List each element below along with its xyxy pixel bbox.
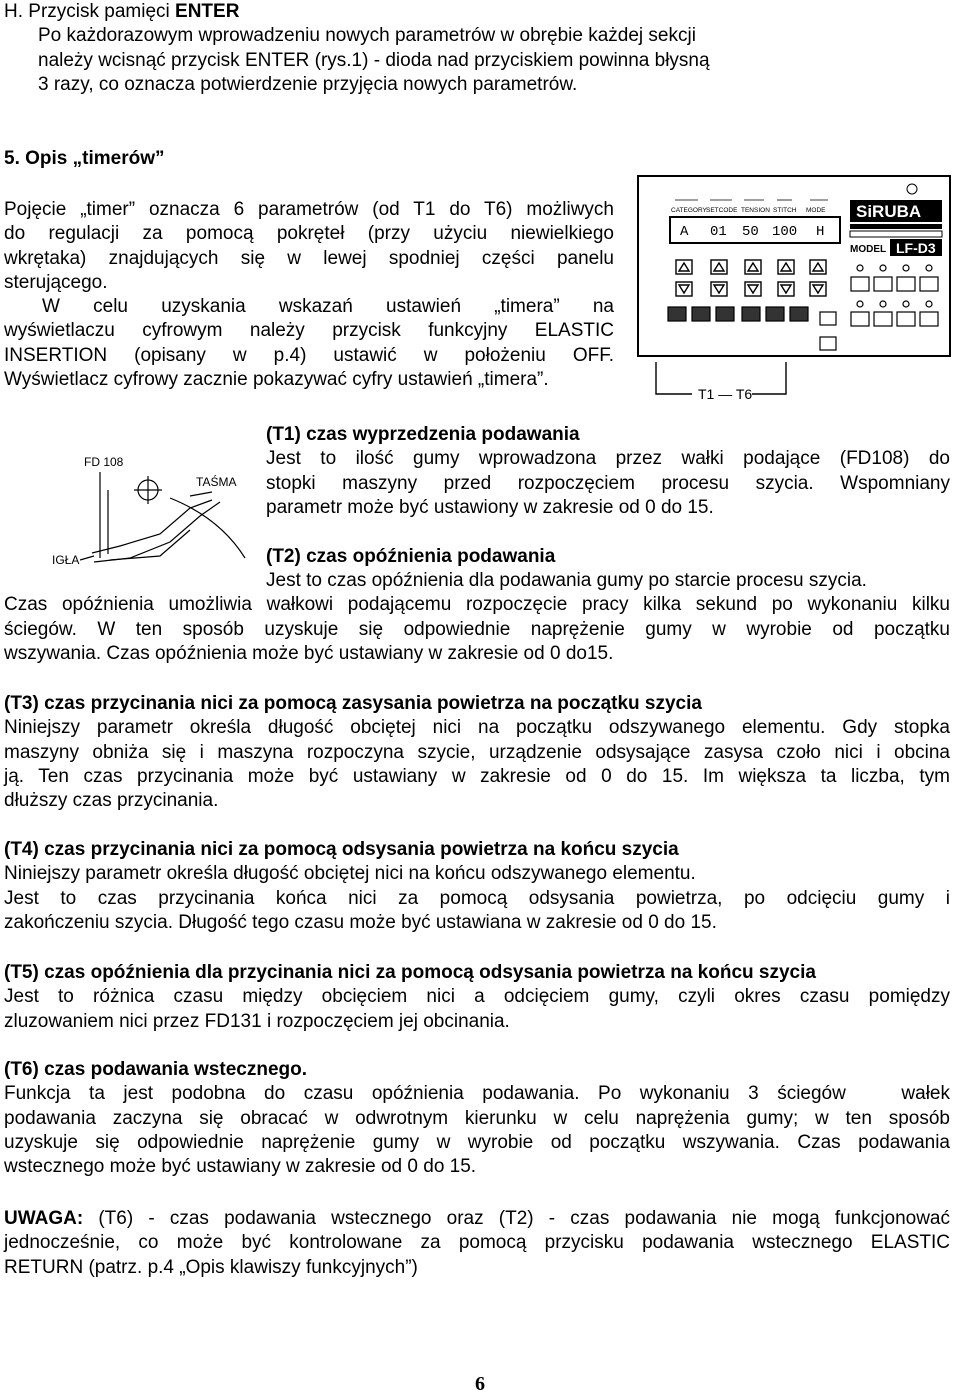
label-tension: TENSION [741,207,770,214]
label-fd108: FD 108 [84,455,124,469]
section-h-heading-text: H. Przycisk pamięci [4,1,176,22]
label-tasma: TAŚMA [196,475,237,489]
section5-title: 5. Opis „timerów” [4,148,165,169]
section5-para2-line: INSERTION (opisany w p.4) ustawić w położeniu OFF. [4,344,614,366]
updown-buttons [676,260,826,296]
t2-title: (T2) czas opóźnienia podawania [266,546,556,567]
t2-line: wszywania. Czas opóźnienia może być ustawiany w zakresie od 0 do15. [4,642,614,664]
section5-body [4,198,614,392]
t1-line: stopki maszyny przed rozpoczęciem procesu szycia. Wspomniany [266,472,950,494]
model-name: LF-D3 [896,240,936,256]
label-setcode: SETCODE [706,207,738,214]
t5-section [4,961,950,1034]
section5-para1-line: Pojęcie „timer” oznacza 6 parametrów (od T1 do T6) możliwych [4,199,614,220]
t1-title: (T1) czas wyprzedzenia podawania [266,424,580,445]
page-number: 6 [475,1373,485,1395]
t2-body [4,569,950,666]
t6-title: (T6) czas podawania wstecznego. [4,1059,308,1080]
bracket-left [656,362,692,394]
display-tension: 50 [742,224,759,240]
section-h-line: 3 razy, co oznacza potwierdzenie przyjęcia nowych parametrów. [38,73,578,95]
t2-line: Jest to czas opóźnienia dla podawania gumy po starcie procesu szycia. [266,570,867,591]
t4-line: Jest to czas przycinania końca nici za pomocą odsysania powietrza, po odcięciu gumy i [4,887,950,909]
t4-line: Niniejszy parametr określa długość obciętej nici na końcu odszywanego elementu. [4,863,696,885]
t6-line: Funkcja ta jest podobna do czasu opóźnienia podawania. Po wykonaniu 3 ściegów wałek [4,1083,950,1105]
brand-logo: SiRUBA [856,202,922,221]
t4-title: (T4) czas przycinania nici za pomocą odsysania powietrza na końcu szycia [4,839,679,860]
t6-section [4,1058,950,1179]
display-mode: H [816,224,825,240]
t2-line: ściegów. W ten sposób uzyskuje się odpowiednie naprężenie gumy w wyrobie od początku [4,618,950,640]
section-h [4,0,804,97]
display-setcode: 01 [710,224,727,240]
section-h-heading [4,0,804,24]
brand-strip-2 [850,231,942,237]
t3-section [4,692,950,813]
t5-line: Jest to różnica czasu między obcięciem nici a odcięciem gumy, czyli okres czasu pomiędzy [4,986,950,1008]
function-buttons [820,265,938,350]
section5-para1-line: wkrętaka) znajdujących się w lewej spodniej części panelu [4,247,614,269]
t3-line: ją. Ten czas przycinania może być ustawiany w zakresie od 0 do 15. Im większa ta liczba, tym [4,765,950,787]
t1-t6-label: T1 — T6 [698,386,753,402]
presser-foot-drawing [50,438,255,583]
section-h-heading-bold: ENTER [175,1,240,22]
label-stitch: STITCH [773,207,797,214]
t2-line: Czas opóźnienia umożliwia wałkowi podającemu rozpoczęcie pracy kilka sekund po wykonaniu kilku [4,594,950,616]
t5-title: (T5) czas opóźnienia dla przycinania nici za pomocą odsysania powietrza na końcu szycia [4,962,816,983]
t4-line: zakończeniu szycia. Długość tego czasu może być ustawiana w zakresie od 0 do 15. [4,911,717,933]
control-panel-figure [632,172,958,402]
flower-icon [907,184,917,194]
t4-section [4,838,950,935]
note-line: jednocześnie, co może być kontrolowane za pomocą przycisku podawania wstecznego ELASTIC [4,1232,950,1254]
control-panel-drawing [632,172,958,402]
t1-line: Jest to ilość gumy wprowadzona przez wałki podające (FD108) do [266,448,950,470]
section5-para2-line: wyświetlaczu cyfrowym należy przycisk funkcyjny ELASTIC [4,320,614,342]
presser-foot-figure [50,438,255,583]
label-igla: IGŁA [52,553,80,567]
bracket-right [752,362,786,394]
t6-line: podawania zaczyna się obracać w odwrotnym kierunku w celu naprężenia gumy; w ten sposób [4,1107,950,1129]
section-h-line: Po każdorazowym wprowadzeniu nowych parametrów w obrębie każdej sekcji [38,25,696,47]
t3-line: dłuższy czas przycinania. [4,790,219,812]
brand-strip [850,224,942,229]
note-label: UWAGA: [4,1208,84,1229]
note-first-line: (T6) - czas podawania wstecznego oraz (T2) - czas podawania nie mogą funkcjonować [83,1208,950,1229]
t3-line: maszyny obniża się i maszyna rozpoczyna szycie, urządzenie odsysające zasysa czoło nici i obcina [4,741,950,763]
t3-line: Niniejszy parametr określa długość obciętej nici na początku odszywanego elementu. Gdy stopka [4,717,950,739]
section-h-line: należy wcisnąć przycisk ENTER (rys.1) - dioda nad przyciskiem powinna błysną [38,49,710,71]
display-stitch: 100 [772,224,798,240]
section5-para2-line: W celu uzyskania wskazań ustawień „timera” na [42,296,614,318]
label-mode: MODE [806,207,826,214]
model-label: MODEL [850,244,887,255]
note-line [4,1207,950,1231]
timer-knobs [668,307,808,321]
t1-section [266,423,950,520]
t6-line: wstecznego może być ustawiany w zakresie od 0 do 15. [4,1156,477,1178]
t3-title: (T3) czas przycinania nici za pomocą zasysania powietrza na początku szycia [4,693,702,714]
section5-para1-line: sterującego. [4,271,108,293]
label-category: CATEGORY [671,207,707,214]
note-section [4,1207,950,1280]
display-category: A [680,224,689,240]
t1-line: parametr może być ustawiony w zakresie od 0 do 15. [266,496,714,518]
note-line: RETURN (patrz. p.4 „Opis klawiszy funkcyjnych”) [4,1256,418,1278]
t5-line: zluzowaniem nici przez FD131 i rozpoczęciem jej obcinania. [4,1010,510,1032]
section5-para2-line: Wyświetlacz cyfrowy zacznie pokazywać cyfry ustawień „timera”. [4,369,549,391]
section5-para1-line: do regulacji za pomocą pokręteł (przy użyciu niewielkiego [4,223,614,245]
t6-line: uzyskuje się odpowiednie naprężenie gumy w wyrobie od początku wszywania. Czas podawania [4,1131,950,1153]
